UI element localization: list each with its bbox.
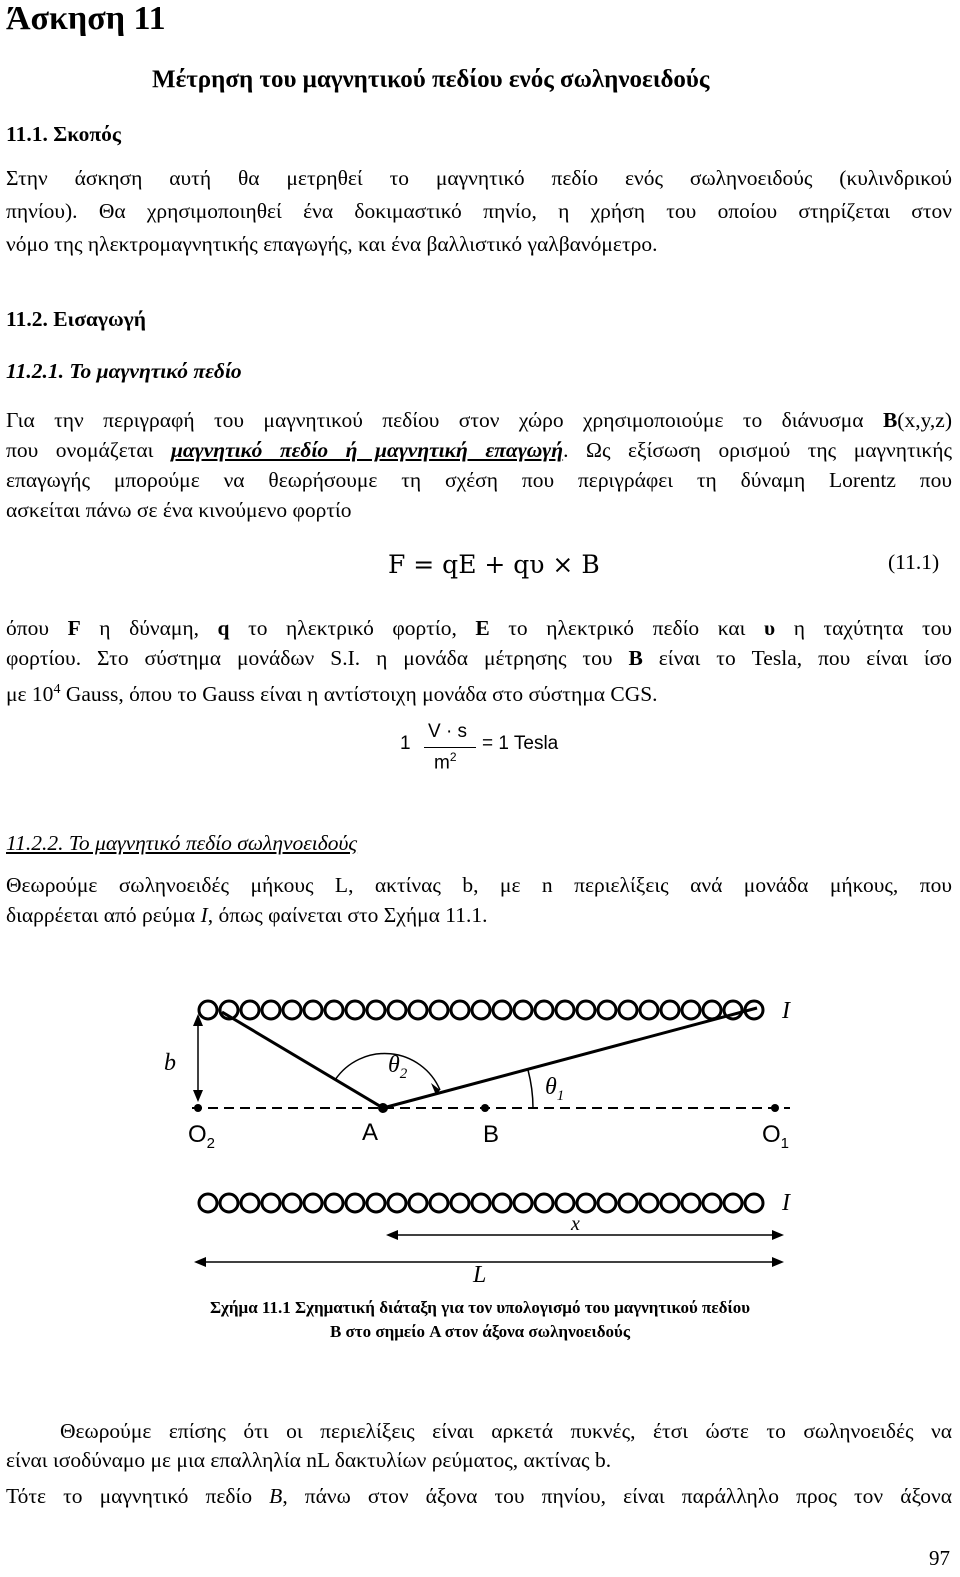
equation-number: (11.1) bbox=[888, 550, 940, 574]
field-paragraph-line-4: ασκείται πάνω σε ένα κινούμενο φορτίο bbox=[6, 498, 352, 522]
winding-cross-section bbox=[325, 1194, 343, 1212]
winding-cross-section bbox=[556, 1194, 574, 1212]
point-O2 bbox=[194, 1104, 202, 1112]
B-label: B bbox=[483, 1121, 500, 1148]
winding-cross-section bbox=[598, 1001, 616, 1019]
winding-cross-section bbox=[283, 1194, 301, 1212]
winding-cross-section bbox=[661, 1001, 679, 1019]
winding-cross-section bbox=[703, 1001, 721, 1019]
top-winding-row bbox=[199, 1001, 763, 1019]
aim-line-1: Στην άσκηση αυτή θα μετρηθεί το μαγνητικό πεδίο ενός σωληνοειδούς (κυλινδρικού bbox=[6, 166, 952, 190]
paragraph-axis-line-1: Τότε το μαγνητικό πεδίο B, πάνω στον άξονα του πηνίου, είναι παράλληλο προς τον άξονα bbox=[6, 1484, 952, 1508]
point-A bbox=[378, 1103, 388, 1113]
winding-cross-section bbox=[619, 1001, 637, 1019]
winding-cross-section bbox=[577, 1001, 595, 1019]
field-paragraph-line-3: επαγωγής μπορούμε να θεωρήσουμε τη σχέση που περιγράφει τη δύναμη Lorentz που bbox=[6, 468, 952, 492]
winding-cross-section bbox=[430, 1194, 448, 1212]
winding-cross-section bbox=[682, 1194, 700, 1212]
winding-cross-section bbox=[199, 1001, 217, 1019]
figure-caption-line-2: B στο σημείο A στον άξονα σωληνοειδούς bbox=[329, 1322, 631, 1341]
aim-line-2: πηνίου). Θα χρησιμοποιηθεί ένα δοκιμαστικό πηνίο, η χρήση του οποίου στηρίζεται στον bbox=[6, 199, 952, 223]
definition-line-2: φορτίου. Στο σύστημα μονάδων S.I. η μονάδα μέτρησης του B είναι το Tesla, που είναι ίσο bbox=[6, 646, 952, 670]
winding-cross-section bbox=[619, 1194, 637, 1212]
winding-cross-section bbox=[199, 1194, 217, 1212]
L-label: L bbox=[473, 1262, 487, 1288]
current-label-top: I bbox=[782, 998, 790, 1024]
winding-cross-section bbox=[556, 1001, 574, 1019]
winding-cross-section bbox=[304, 1001, 322, 1019]
aim-line-3: νόμο της ηλεκτρομαγνητικής επαγωγής, και ένα βαλλιστικό γαλβανόμετρο. bbox=[6, 232, 658, 256]
winding-cross-section bbox=[640, 1194, 658, 1212]
definition-line-1: όπου F η δύναμη, q το ηλεκτρικό φορτίο, E το ηλεκτρικό πεδίο και υ η ταχύτητα του bbox=[6, 616, 952, 640]
winding-cross-section bbox=[262, 1194, 280, 1212]
line-to-end-O1 bbox=[383, 1008, 757, 1108]
x-label: x bbox=[571, 1213, 580, 1235]
theta1-arc bbox=[528, 1070, 533, 1108]
paragraph-rings-line-1: Θεωρούμε επίσης ότι οι περιελίξεις είναι αρκετά πυκνές, έτσι ώστε το σωληνοειδές να bbox=[60, 1419, 952, 1443]
winding-cross-section bbox=[493, 1001, 511, 1019]
subsection-heading-field: 11.2.1. Το μαγνητικό πεδίο bbox=[6, 359, 242, 383]
tesla-equation: 1 V · s $m^2$ = 1 Tesla bbox=[400, 721, 559, 774]
current-label-bottom: I bbox=[782, 1190, 790, 1216]
theta1-label: $\theta_1$ bbox=[545, 1074, 565, 1104]
figure-caption-line-1: Σχήμα 11.1 Σχηματική διάταξη για τον υπολογισμό του μαγνητικού πεδίου bbox=[209, 1298, 751, 1317]
winding-cross-section bbox=[451, 1194, 469, 1212]
O2-label: $O_2$ bbox=[188, 1121, 216, 1152]
A-label: A bbox=[362, 1119, 379, 1146]
winding-cross-section bbox=[346, 1001, 364, 1019]
paragraph-rings-line-2: είναι ισοδύναμο με μια επαλληλία nL δακτυλίων ρεύματος, ακτίνας b. bbox=[6, 1448, 612, 1472]
winding-cross-section bbox=[262, 1001, 280, 1019]
section-heading-aim: 11.1. Σκοπός bbox=[6, 122, 121, 146]
winding-cross-section bbox=[745, 1194, 763, 1212]
theta2-label: $\theta_2$ bbox=[388, 1052, 408, 1082]
page-number: 97 bbox=[929, 1546, 950, 1570]
winding-cross-section bbox=[388, 1194, 406, 1212]
winding-cross-section bbox=[220, 1194, 238, 1212]
winding-cross-section bbox=[409, 1001, 427, 1019]
winding-cross-section bbox=[535, 1001, 553, 1019]
winding-cross-section bbox=[367, 1001, 385, 1019]
winding-cross-section bbox=[241, 1001, 259, 1019]
winding-cross-section bbox=[514, 1194, 532, 1212]
O1-label: $O_1$ bbox=[762, 1121, 790, 1152]
radius-label: b bbox=[164, 1050, 176, 1076]
page-title: Άσκηση 11 bbox=[6, 0, 166, 37]
winding-cross-section bbox=[409, 1194, 427, 1212]
point-O1 bbox=[771, 1104, 779, 1112]
winding-cross-section bbox=[241, 1194, 259, 1212]
winding-cross-section bbox=[724, 1194, 742, 1212]
solenoid-line-1: Θεωρούμε σωληνοειδές μήκους L, ακτίνας b, με n περιελίξεις ανά μονάδα μήκους, που bbox=[6, 873, 952, 897]
winding-cross-section bbox=[703, 1194, 721, 1212]
page-subtitle: Μέτρηση του μαγνητικού πεδίου ενός σωληνοειδούς bbox=[152, 66, 710, 93]
bottom-winding-row bbox=[199, 1194, 763, 1212]
winding-cross-section bbox=[388, 1001, 406, 1019]
field-paragraph-line-1: Για την περιγραφή του μαγνητικού πεδίου στον χώρο χρησιμοποιούμε το διάνυσμα B(x,y,z) bbox=[6, 408, 952, 432]
solenoid-line-2: διαρρέεται από ρεύμα I, όπως φαίνεται στο Σχήμα 11.1. bbox=[6, 903, 488, 927]
subsection-heading-solenoid: 11.2.2. Το μαγνητικό πεδίο σωληνοειδούς bbox=[6, 831, 358, 855]
winding-cross-section bbox=[514, 1001, 532, 1019]
winding-cross-section bbox=[367, 1194, 385, 1212]
winding-cross-section bbox=[535, 1194, 553, 1212]
lorentz-equation: F = qE + qυ × B bbox=[388, 550, 600, 579]
winding-cross-section bbox=[640, 1001, 658, 1019]
winding-cross-section bbox=[283, 1001, 301, 1019]
winding-cross-section bbox=[346, 1194, 364, 1212]
winding-cross-section bbox=[577, 1194, 595, 1212]
winding-cross-section bbox=[451, 1001, 469, 1019]
winding-cross-section bbox=[304, 1194, 322, 1212]
winding-cross-section bbox=[472, 1194, 490, 1212]
point-B bbox=[481, 1104, 489, 1112]
winding-cross-section bbox=[661, 1194, 679, 1212]
solenoid-figure bbox=[0, 990, 960, 1290]
winding-cross-section bbox=[598, 1194, 616, 1212]
winding-cross-section bbox=[472, 1001, 490, 1019]
winding-cross-section bbox=[430, 1001, 448, 1019]
winding-cross-section bbox=[493, 1194, 511, 1212]
winding-cross-section bbox=[682, 1001, 700, 1019]
field-paragraph-line-2: που ονομάζεται μαγνητικό πεδίο ή μαγνητική επαγωγή. Ως εξίσωση ορισμού της μαγνητικής bbox=[6, 438, 952, 462]
section-heading-intro: 11.2. Εισαγωγή bbox=[6, 307, 146, 331]
term-magnetic-induction: μαγνητικό πεδίο ή μαγνητική επαγωγή bbox=[170, 438, 564, 462]
definition-line-3: με $10^4$ Gauss, όπου το Gauss είναι η αντίστοιχη μονάδα στο σύστημα CGS. bbox=[6, 682, 658, 707]
winding-cross-section bbox=[325, 1001, 343, 1019]
